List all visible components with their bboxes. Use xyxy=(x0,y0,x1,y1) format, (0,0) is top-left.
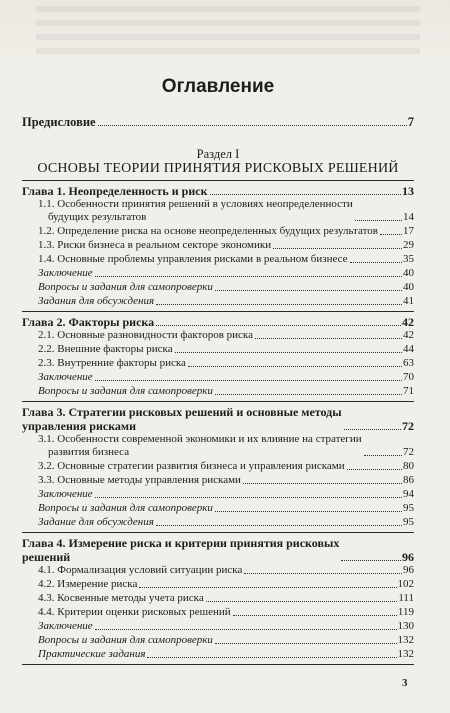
entry-title: Заключение xyxy=(38,620,93,632)
dot-leader xyxy=(244,573,402,574)
entry-title: 1.3. Риски бизнеса в реальном секторе экономики xyxy=(38,239,272,251)
toc-entry-section xyxy=(22,198,414,225)
entry-page: 42 xyxy=(403,329,414,341)
entry-page: 14 xyxy=(403,211,414,223)
dot-leader xyxy=(95,629,397,630)
dot-leader xyxy=(175,352,402,353)
toc-entry-section xyxy=(22,225,414,239)
toc-page xyxy=(22,68,414,665)
toc-entry-supplement xyxy=(22,295,414,309)
dot-leader xyxy=(210,194,401,195)
toc-entry-supplement xyxy=(22,488,414,502)
dot-leader xyxy=(243,483,402,484)
entry-title: 3.3. Основные методы управления рисками xyxy=(38,474,241,486)
dot-leader xyxy=(156,304,402,305)
entry-page: 111 xyxy=(398,592,414,604)
entry-page: 41 xyxy=(403,295,414,307)
entry-page: 132 xyxy=(397,634,414,646)
chapter-block xyxy=(22,533,414,665)
toc-entry-section xyxy=(22,343,414,357)
chapter-title-line2: решений xyxy=(22,550,71,564)
entry-title: 4.4. Критерии оценки рисковых решений xyxy=(38,606,231,618)
entry-title: Задание для обсуждения xyxy=(38,516,154,528)
chapter-title xyxy=(22,536,339,564)
entry-title: Предисловие xyxy=(22,115,96,129)
entry-page: 72 xyxy=(403,446,414,458)
dot-leader xyxy=(156,325,401,326)
entry-page: 17 xyxy=(403,225,414,237)
part-title: ОСНОВЫ ТЕОРИИ ПРИНЯТИЯ РИСКОВЫХ РЕШЕНИЙ xyxy=(22,161,414,181)
dot-leader xyxy=(215,643,397,644)
entry-page: 40 xyxy=(403,281,414,293)
entry-page: 7 xyxy=(407,115,414,129)
entry-page: 40 xyxy=(403,267,414,279)
dot-leader xyxy=(95,276,402,277)
chapter-title: Глава 1. Неопределенность и риск xyxy=(22,184,208,198)
page-title: Оглавление xyxy=(161,76,275,97)
chapter-page: 96 xyxy=(402,550,414,564)
dot-leader xyxy=(139,587,396,588)
entry-title: Заключение xyxy=(38,371,93,383)
chapter-block xyxy=(22,312,414,402)
entry-page: 44 xyxy=(403,343,414,355)
entry-title: 2.1. Основные разновидности факторов риска xyxy=(38,329,253,341)
chapter-title-line1: Глава 4. Измерение риска и критерии принятия рисковых xyxy=(22,536,340,550)
entry-title: 4.3. Косвенные методы учета риска xyxy=(38,592,204,604)
dot-leader xyxy=(347,469,402,470)
entry-title: 2.2. Внешние факторы риска xyxy=(38,343,173,355)
chapter-title xyxy=(22,405,342,433)
toc-entry-section xyxy=(22,460,414,474)
dot-leader xyxy=(350,262,402,263)
dot-leader xyxy=(206,601,398,602)
toc-entry-supplement xyxy=(22,648,414,662)
entry-title-line2: развития бизнеса xyxy=(48,446,130,458)
entry-page: 130 xyxy=(397,620,414,632)
dot-leader xyxy=(215,394,402,395)
entry-page: 70 xyxy=(403,371,414,383)
toc-entry-section xyxy=(22,578,414,592)
entry-page: 71 xyxy=(403,385,414,397)
part-number: Раздел I xyxy=(196,147,240,161)
dot-leader xyxy=(95,380,402,381)
dot-leader xyxy=(156,525,402,526)
dot-leader xyxy=(233,615,397,616)
toc-entry-section xyxy=(22,606,414,620)
chapter-heading xyxy=(22,315,414,329)
entry-page: 132 xyxy=(397,648,414,660)
dot-leader xyxy=(147,657,396,658)
dot-leader xyxy=(364,455,402,456)
entry-page: 119 xyxy=(397,606,414,618)
toc-entry-section xyxy=(22,253,414,267)
chapter-title-line1: Глава 3. Стратегии рисковых решений и основные методы xyxy=(22,405,342,419)
toc-entry-supplement xyxy=(22,371,414,385)
entry-title: Практические задания xyxy=(38,648,146,660)
chapter-list xyxy=(22,181,414,665)
chapter-page: 72 xyxy=(402,419,414,433)
dot-leader xyxy=(188,366,402,367)
dot-leader xyxy=(95,497,402,498)
toc-entry-supplement xyxy=(22,516,414,530)
entry-title-line1: 1.1. Особенности принятия решений в условиях неопределенности xyxy=(38,198,353,210)
entry-page: 63 xyxy=(403,357,414,369)
entry-title: 2.3. Внутренние факторы риска xyxy=(38,357,186,369)
previous-page-bleed-through xyxy=(0,0,450,68)
dot-leader xyxy=(215,511,402,512)
dot-leader xyxy=(98,125,407,126)
chapter-heading xyxy=(22,184,414,198)
entry-title: Вопросы и задания для самопроверки xyxy=(38,281,213,293)
entry-page: 95 xyxy=(403,516,414,528)
entry-page: 96 xyxy=(403,564,414,576)
toc-entry-preface xyxy=(22,116,414,129)
toc-entry-section xyxy=(22,239,414,253)
entry-title: Вопросы и задания для самопроверки xyxy=(38,634,213,646)
chapter-title: Глава 2. Факторы риска xyxy=(22,315,155,329)
dot-leader xyxy=(215,290,402,291)
chapter-page: 42 xyxy=(402,315,414,329)
chapter-block xyxy=(22,181,414,312)
toc-entry-supplement xyxy=(22,634,414,648)
dot-leader xyxy=(341,560,401,561)
entry-title: Заключение xyxy=(38,267,93,279)
toc-entry-supplement xyxy=(22,281,414,295)
toc-entry-section xyxy=(22,564,414,578)
chapter-page: 13 xyxy=(402,184,414,198)
entry-title-line2: будущих результатов xyxy=(48,211,147,223)
dot-leader xyxy=(255,338,402,339)
entry-title: 1.2. Определение риска на основе неопределенных будущих результатов xyxy=(38,225,378,237)
entry-title: Задания для обсуждения xyxy=(38,295,155,307)
toc-entry-supplement xyxy=(22,267,414,281)
toc-entry-supplement xyxy=(22,620,414,634)
entry-page: 95 xyxy=(403,502,414,514)
entry-page: 35 xyxy=(403,253,414,265)
chapter-block xyxy=(22,402,414,533)
toc-entry-section xyxy=(22,592,414,606)
entry-page: 80 xyxy=(403,460,414,472)
entry-title: 4.1. Формализация условий ситуации риска xyxy=(38,564,243,576)
chapter-title-line2: управления рисками xyxy=(22,419,137,433)
entry-page: 29 xyxy=(403,239,414,251)
entry-title: Вопросы и задания для самопроверки xyxy=(38,502,213,514)
toc-entry-supplement xyxy=(22,502,414,516)
chapter-heading xyxy=(22,536,414,564)
entry-title xyxy=(38,198,353,224)
page-number: 3 xyxy=(402,677,408,689)
toc-entry-section xyxy=(22,357,414,371)
entry-title-line1: 3.1. Особенности современной экономики и их влияние на стратегии xyxy=(38,433,362,445)
dot-leader xyxy=(344,429,401,430)
chapter-heading xyxy=(22,405,414,433)
dot-leader xyxy=(355,220,402,221)
toc-entry-supplement xyxy=(22,385,414,399)
entry-title: 3.2. Основные стратегии развития бизнеса и управления рисками xyxy=(38,460,345,472)
entry-title xyxy=(38,433,362,459)
dot-leader xyxy=(380,234,402,235)
toc-entry-section xyxy=(22,474,414,488)
entry-page: 94 xyxy=(403,488,414,500)
toc-entry-section xyxy=(22,329,414,343)
entry-page: 86 xyxy=(403,474,414,486)
entry-title: 1.4. Основные проблемы управления рисками в реальном бизнесе xyxy=(38,253,348,265)
dot-leader xyxy=(273,248,402,249)
entry-page: 102 xyxy=(397,578,414,590)
entry-title: 4.2. Измерение риска xyxy=(38,578,138,590)
toc-entry-section xyxy=(22,433,414,460)
entry-title: Заключение xyxy=(38,488,93,500)
entry-title: Вопросы и задания для самопроверки xyxy=(38,385,213,397)
